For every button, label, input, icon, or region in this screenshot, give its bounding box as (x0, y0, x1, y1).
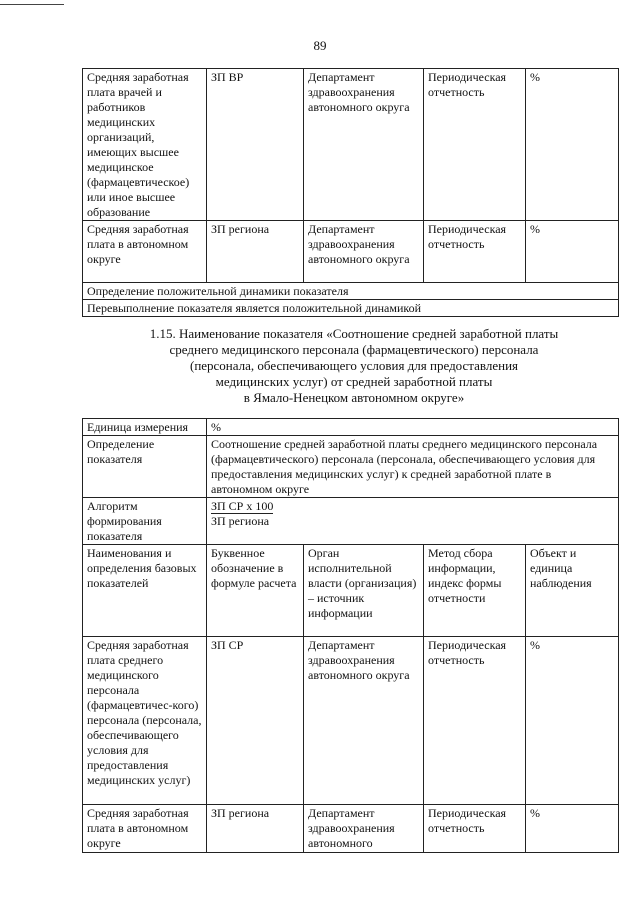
table-row (83, 283, 619, 300)
header-method-cell: Метод сбора информации, индекс формы отчетности (424, 545, 526, 637)
table-row (83, 69, 619, 221)
collection-method-cell: Периодическая отчетность (424, 637, 526, 805)
section-heading-line: медицинских услуг) от средней заработной платы (215, 374, 493, 389)
source-organ-cell: Департамент здравоохранения автономного округа (304, 69, 424, 221)
table-row (83, 805, 619, 853)
source-organ-cell: Департамент здравоохранения автономного (304, 805, 424, 853)
table-row (83, 637, 619, 805)
table-row (83, 419, 619, 436)
table-row (83, 436, 619, 498)
symbol-cell: ЗП региона (207, 805, 304, 853)
unit-label-cell: Единица измерения (83, 419, 207, 436)
indicator-name-cell: Средняя заработная плата среднего медицинского персонала (фармацевтичес-кого) персонала (персонала, обеспечивающего условия для предоставления медицинских услуг) (83, 637, 207, 805)
basic-indicators-table-continued (82, 68, 619, 317)
unit-cell: % (526, 221, 619, 283)
section-heading-line: среднего медицинского персонала (фармацевтического) персонала (169, 342, 539, 357)
dynamics-text-cell: Перевыполнение показателя является положительной динамикой (83, 300, 619, 317)
unit-cell: % (526, 637, 619, 805)
table-header-row (83, 545, 619, 637)
definition-value-cell: Соотношение средней заработной платы среднего медицинского персонала (фармацевтического) персонала (персонала, обеспечивающего условия для предоставления медицинских услуг) к средней заработной плате в автономном округе (207, 436, 619, 498)
algorithm-value-cell (207, 498, 619, 545)
table-row (83, 498, 619, 545)
definition-label-cell: Определение показателя (83, 436, 207, 498)
unit-cell: % (526, 69, 619, 221)
dynamics-label-cell: Определение положительной динамики показателя (83, 283, 619, 300)
section-heading-line: 1.15. Наименование показателя «Соотношение средней заработной платы (149, 326, 559, 341)
header-object-cell: Объект и единица наблюдения (526, 545, 619, 637)
indicator-passport-table (82, 418, 619, 853)
algorithm-label-cell: Алгоритм формирования показателя (83, 498, 207, 545)
symbol-cell: ЗП ВР (207, 69, 304, 221)
scan-edge-mark (0, 4, 64, 5)
symbol-cell: ЗП региона (207, 221, 304, 283)
indicator-name-cell: Средняя заработная плата в автономном округе (83, 805, 207, 853)
table-row (83, 300, 619, 317)
indicator-name-cell: Средняя заработная плата в автономном округе (83, 221, 207, 283)
header-symbol-cell: Буквенное обозначение в формуле расчета (207, 545, 304, 637)
unit-value-cell: % (207, 419, 619, 436)
section-heading-line: в Ямало-Ненецком автономном округе» (243, 390, 465, 405)
collection-method-cell: Периодическая отчетность (424, 805, 526, 853)
symbol-cell: ЗП СР (207, 637, 304, 805)
unit-cell: % (526, 805, 619, 853)
formula-denominator: ЗП региона (211, 514, 270, 528)
indicator-name-cell: Средняя заработная плата врачей и работников медицинских организаций, имеющих высшее медицинское (фармацевтическое) или иное высшее образование (83, 69, 207, 221)
table-row (83, 221, 619, 283)
source-organ-cell: Департамент здравоохранения автономного округа (304, 221, 424, 283)
header-organ-cell: Орган исполнительной власти (организация) – источник информации (304, 545, 424, 637)
section-heading (120, 326, 588, 406)
source-organ-cell: Департамент здравоохранения автономного округа (304, 637, 424, 805)
collection-method-cell: Периодическая отчетность (424, 221, 526, 283)
collection-method-cell: Периодическая отчетность (424, 69, 526, 221)
section-heading-line: (персонала, обеспечивающего условия для предоставления (189, 358, 519, 373)
header-name-cell: Наименования и определения базовых показателей (83, 545, 207, 637)
formula-numerator: ЗП СР х 100 (211, 499, 274, 513)
page-number: 89 (313, 38, 327, 53)
